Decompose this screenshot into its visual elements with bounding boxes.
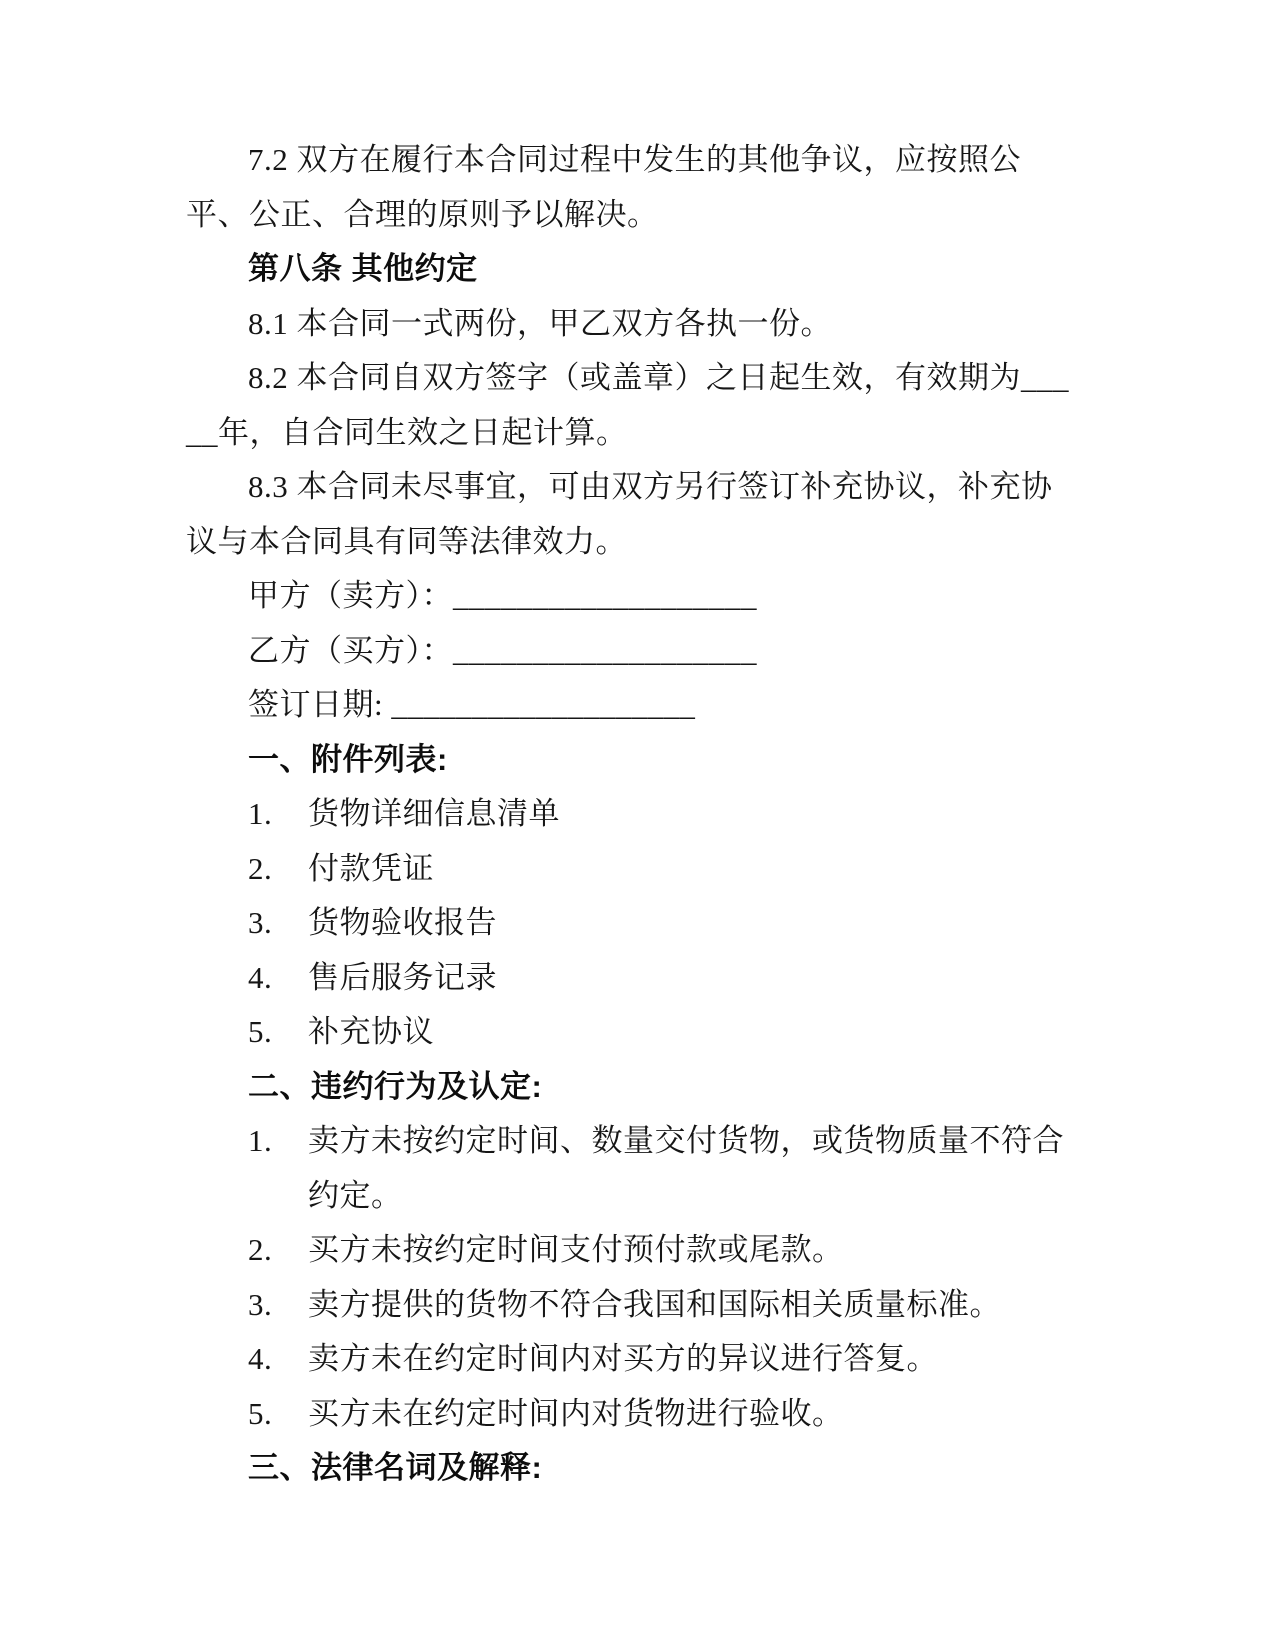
- attachment-item: [186, 787, 1070, 842]
- attachment-item-number: 5.: [248, 1014, 273, 1049]
- article-8-heading: 第八条 其他约定: [248, 251, 478, 286]
- clause-8-2: 8.2 本合同自双方签字（或盖章）之日起生效，有效期为_____年，自合同生效之日起计算。: [186, 360, 1069, 450]
- legal-terms-heading: 三、法律名词及解释:: [248, 1450, 543, 1485]
- attachment-item-text: 货物验收报告: [308, 905, 497, 940]
- party-b-signature-line: 乙方（买方）：___________________: [248, 632, 757, 668]
- breach-item-text: 卖方未在约定时间内对买方的异议进行答复。: [308, 1341, 938, 1376]
- attachments-heading: 一、附件列表:: [248, 741, 448, 777]
- clause-8-1: 8.1 本合同一式两份，甲乙双方各执一份。: [248, 305, 832, 341]
- party-a-signature-line: 甲方（卖方）：___________________: [248, 578, 757, 613]
- attachment-item-text: 货物详细信息清单: [308, 796, 560, 831]
- breach-item: [186, 1332, 1070, 1387]
- attachment-item-text: 售后服务记录: [308, 959, 497, 995]
- breach-item: [186, 1387, 1070, 1442]
- attachment-item-text: 补充协议: [308, 1014, 434, 1049]
- attachment-item: [186, 1005, 1070, 1060]
- breach-item-text: 卖方未按约定时间、数量交付货物，或货物质量不符合约定。: [308, 1123, 1064, 1213]
- attachment-item: [186, 896, 1070, 951]
- breach-heading: 二、违约行为及认定:: [248, 1068, 543, 1104]
- breach-item: [186, 1223, 1070, 1278]
- clause-7-2: 7.2 双方在履行本合同过程中发生的其他争议，应按照公平、公正、合理的原则予以解决。: [186, 142, 1021, 232]
- attachment-item-number: 2.: [248, 850, 273, 886]
- clause-8-3: 8.3 本合同未尽事宜，可由双方另行签订补充协议，补充协议与本合同具有同等法律效力。: [186, 469, 1053, 559]
- breach-item-text: 卖方提供的货物不符合我国和国际相关质量标准。: [308, 1286, 1001, 1322]
- breach-item-text: 买方未按约定时间支付预付款或尾款。: [308, 1232, 844, 1267]
- attachment-item-number: 1.: [248, 796, 273, 831]
- breach-item: [186, 1278, 1070, 1333]
- attachment-item: [186, 951, 1070, 1006]
- breach-item-text: 买方未在约定时间内对货物进行验收。: [308, 1395, 844, 1431]
- breach-item-number: 3.: [248, 1286, 273, 1322]
- breach-item-number: 1.: [248, 1123, 273, 1158]
- breach-item-number: 2.: [248, 1232, 273, 1267]
- attachment-item-number: 3.: [248, 905, 273, 940]
- breach-item-number: 4.: [248, 1341, 273, 1376]
- attachment-item-text: 付款凭证: [308, 850, 434, 886]
- breach-item: [186, 1114, 1070, 1223]
- breach-item-number: 5.: [248, 1395, 273, 1431]
- attachment-item-number: 4.: [248, 959, 273, 995]
- attachment-item: [186, 842, 1070, 897]
- sign-date-line: 签订日期: ___________________: [248, 687, 696, 722]
